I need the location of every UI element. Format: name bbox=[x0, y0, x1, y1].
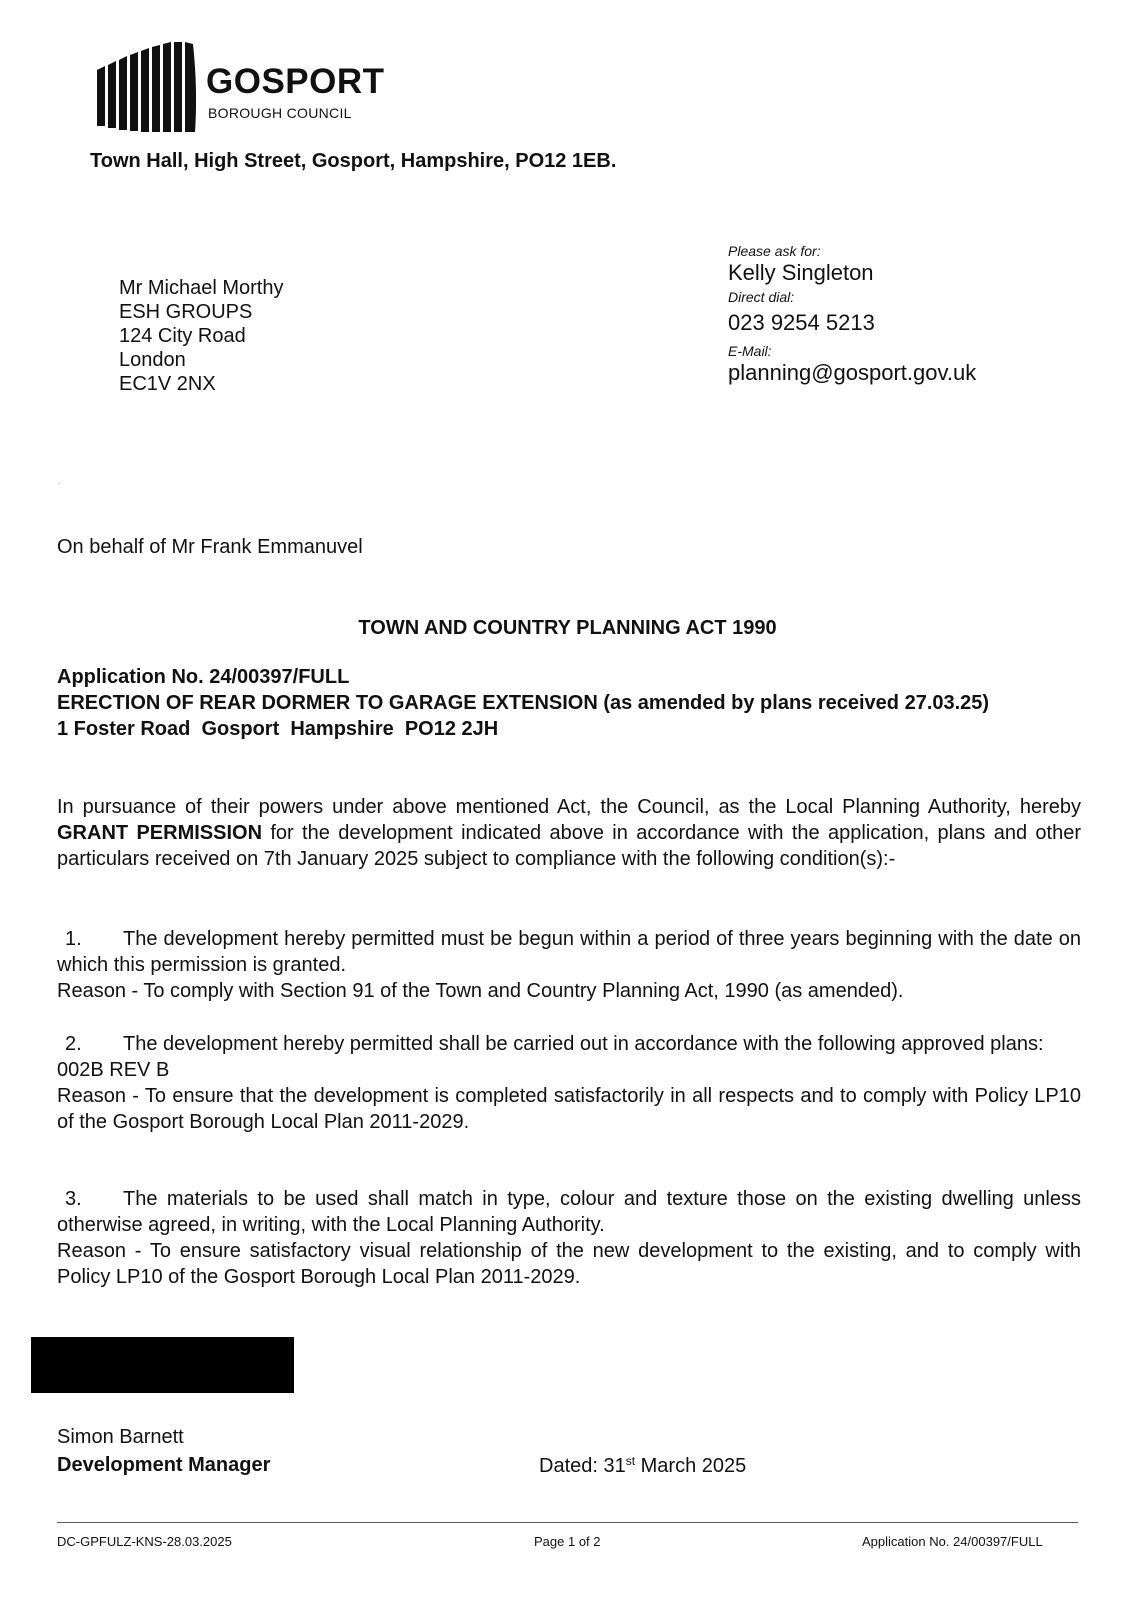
council-address: Town Hall, High Street, Gosport, Hampshire, PO12 1EB. bbox=[90, 150, 617, 172]
direct-dial-value: 023 9254 5213 bbox=[728, 310, 875, 335]
date-ordinal: st bbox=[625, 1454, 636, 1468]
on-behalf-line: On behalf of Mr Frank Emmanuvel bbox=[57, 536, 363, 558]
permission-paragraph bbox=[57, 794, 1081, 872]
condition-1 bbox=[57, 926, 1081, 1004]
condition-text: The development hereby permitted shall be carried out in accordance with the following approved plans: bbox=[123, 1033, 1044, 1055]
application-number: Application No. 24/00397/FULL bbox=[57, 666, 350, 688]
condition-2 bbox=[57, 1031, 1081, 1135]
ask-for-label: Please ask for: bbox=[728, 243, 821, 259]
condition-number: 3. bbox=[65, 1188, 82, 1210]
recipient-line: London bbox=[119, 349, 186, 371]
application-site: 1 Foster Road Gosport Hampshire PO12 2JH bbox=[57, 718, 499, 740]
condition-reason: Reason - To ensure satisfactory visual relationship of the new development to the existing, and to comply with Policy LP10 of the Gosport Borough Local Plan 2011-2029. bbox=[57, 1240, 1081, 1288]
contact-block bbox=[728, 243, 976, 387]
condition-number: 2. bbox=[65, 1033, 82, 1055]
date-line bbox=[539, 1452, 746, 1480]
date-prefix: Dated: 31 bbox=[539, 1455, 626, 1477]
signatory bbox=[57, 1423, 270, 1479]
recipient-line: EC1V 2NX bbox=[119, 373, 216, 395]
intro-text-cont: for the development indicated above in accordance with the application, plans and other particulars received on 7th January 2025 subject to compliance with the following condition(s):- bbox=[57, 822, 1081, 870]
email-value: planning@gosport.gov.uk bbox=[728, 360, 977, 385]
footer-divider bbox=[57, 1522, 1078, 1523]
intro-text: In pursuance of their powers under above mentioned Act, the Council, as the Local Planning Authority, hereby bbox=[57, 796, 1081, 818]
act-title: TOWN AND COUNTRY PLANNING ACT 1990 bbox=[358, 617, 777, 639]
condition-3 bbox=[57, 1186, 1081, 1290]
footer-reference: DC-GPFULZ-KNS-28.03.2025 bbox=[57, 1534, 232, 1549]
ask-for-value: Kelly Singleton bbox=[728, 260, 874, 285]
condition-text: The development hereby permitted must be begun within a period of three years beginning with the date on which this permission is granted. bbox=[57, 928, 1081, 976]
recipient-address bbox=[119, 276, 283, 396]
recipient-line: 124 City Road bbox=[119, 325, 246, 347]
logo-subtitle: BOROUGH COUNCIL bbox=[208, 105, 352, 121]
signatory-name: Simon Barnett bbox=[57, 1426, 184, 1448]
condition-text: The materials to be used shall match in type, colour and texture those on the existing dwelling unless otherwise agreed, in writing, with the Local Planning Authority. bbox=[57, 1188, 1081, 1236]
condition-number: 1. bbox=[65, 928, 82, 950]
email-label: E-Mail: bbox=[728, 343, 772, 359]
gosport-logo-icon bbox=[95, 42, 203, 134]
signature-redaction bbox=[31, 1337, 294, 1393]
stray-mark: . bbox=[58, 477, 61, 486]
application-details bbox=[57, 664, 1081, 742]
recipient-line: Mr Michael Morthy bbox=[119, 277, 284, 299]
footer-application-number: Application No. 24/00397/FULL bbox=[862, 1534, 1043, 1549]
recipient-line: ESH GROUPS bbox=[119, 301, 253, 323]
grant-permission-text: GRANT PERMISSION bbox=[57, 822, 263, 844]
date-rest: March 2025 bbox=[635, 1455, 747, 1477]
logo-wordmark: GOSPORT bbox=[206, 62, 385, 101]
condition-reason: Reason - To ensure that the development is completed satisfactorily in all respects and to comply with Policy LP10 of the Gosport Borough Local Plan 2011-2029. bbox=[57, 1085, 1081, 1133]
footer-page-number: Page 1 of 2 bbox=[534, 1534, 601, 1549]
approved-plan-ref: 002B REV B bbox=[57, 1059, 170, 1081]
application-description: ERECTION OF REAR DORMER TO GARAGE EXTENSION (as amended by plans received 27.03.25) bbox=[57, 692, 990, 714]
direct-dial-label: Direct dial: bbox=[728, 289, 795, 305]
condition-reason: Reason - To comply with Section 91 of the Town and Country Planning Act, 1990 (as amended). bbox=[57, 980, 904, 1002]
signatory-role: Development Manager bbox=[57, 1454, 271, 1476]
